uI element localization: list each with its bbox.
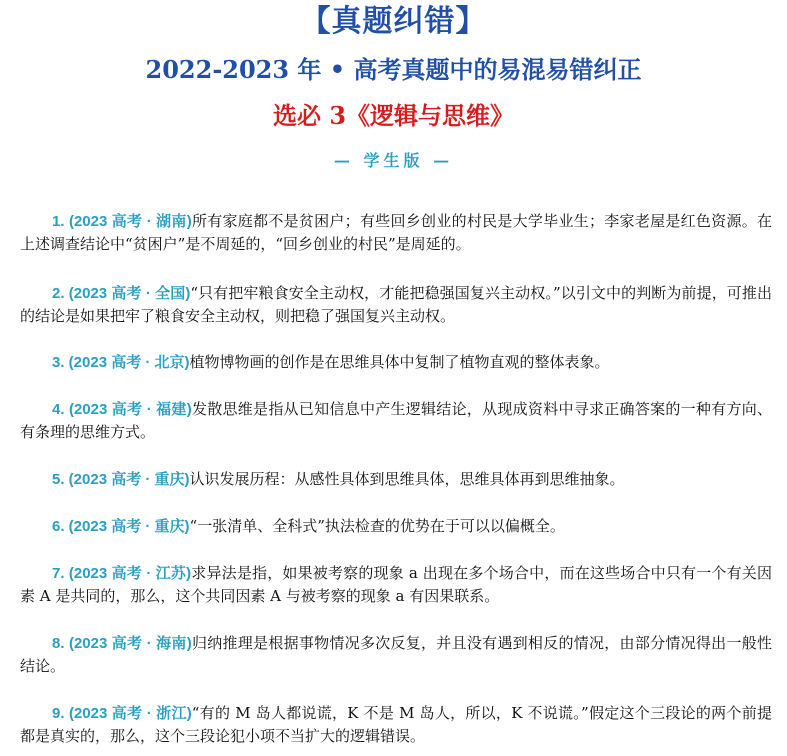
question-item xyxy=(20,468,772,491)
question-item xyxy=(20,632,772,677)
question-item xyxy=(20,210,772,255)
question-item xyxy=(20,351,772,374)
question-text: 归纳推理是根据事物情况多次反复，并且没有遇到相反的情况，由部分情况得出一般性结论。 xyxy=(20,634,772,675)
question-source: 8. (2023 高考 · 海南) xyxy=(52,635,192,652)
edition-label: — 学生版 — xyxy=(333,151,454,170)
page-title: 【真题纠错】 xyxy=(300,4,487,39)
question-text: “只有把牢粮食安全主动权，才能把稳强国复兴主动权。”以引文中的判断为前提，可推出的结论是如果把牢了粮食安全主动权，则把稳了强国复兴主动权。 xyxy=(20,284,772,325)
question-item xyxy=(20,282,772,327)
question-item xyxy=(20,515,772,538)
question-source: 4. (2023 高考 · 福建) xyxy=(52,401,192,418)
question-item xyxy=(20,562,772,607)
question-text: 所有家庭都不是贫困户；有些回乡创业的村民是大学毕业生；李家老屋是红色资源。在上述调查结论中“贫困户”是不周延的，“回乡创业的村民”是周延的。 xyxy=(20,212,772,253)
topic-heading: 选必 3《逻辑与思维》 xyxy=(272,101,515,130)
question-text: 发散思维是指从已知信息中产生逻辑结论，从现成资料中寻求正确答案的一种有方向、有条理的思维方式。 xyxy=(20,400,772,441)
question-source: 3. (2023 高考 · 北京) xyxy=(52,354,190,371)
question-source: 2. (2023 高考 · 全国) xyxy=(52,285,191,302)
question-source: 7. (2023 高考 · 江苏) xyxy=(52,565,192,582)
question-text: 认识发展历程：从感性具体到思维具体，思维具体再到思维抽象。 xyxy=(189,470,625,488)
question-text: “有的 M 岛人都说谎，K 不是 M 岛人，所以，K 不说谎。”假定这个三段论的两个前提都是真实的，那么，这个三段论犯小项不当扩大的逻辑错误。 xyxy=(20,704,772,745)
question-item xyxy=(20,702,772,747)
question-text: “一张清单、全科式”执法检查的优势在于可以以偏概全。 xyxy=(189,517,565,535)
question-text: 植物博物画的创作是在思维具体中复制了植物直观的整体表象。 xyxy=(189,353,610,371)
question-text: 求异法是指，如果被考察的现象 a 出现在多个场合中，而在这些场合中只有一个有关因素 A 是共同的，那么，这个共同因素 A 与被考察的现象 a 有因果联系。 xyxy=(20,564,772,605)
page-subtitle: 2022-2023 年 • 高考真题中的易混易错纠正 xyxy=(145,55,642,84)
question-item xyxy=(20,398,772,443)
question-source: 6. (2023 高考 · 重庆) xyxy=(52,518,190,535)
question-source: 5. (2023 高考 · 重庆) xyxy=(52,471,190,488)
question-source: 9. (2023 高考 · 浙江) xyxy=(52,705,192,722)
question-source: 1. (2023 高考 · 湖南) xyxy=(52,213,192,230)
